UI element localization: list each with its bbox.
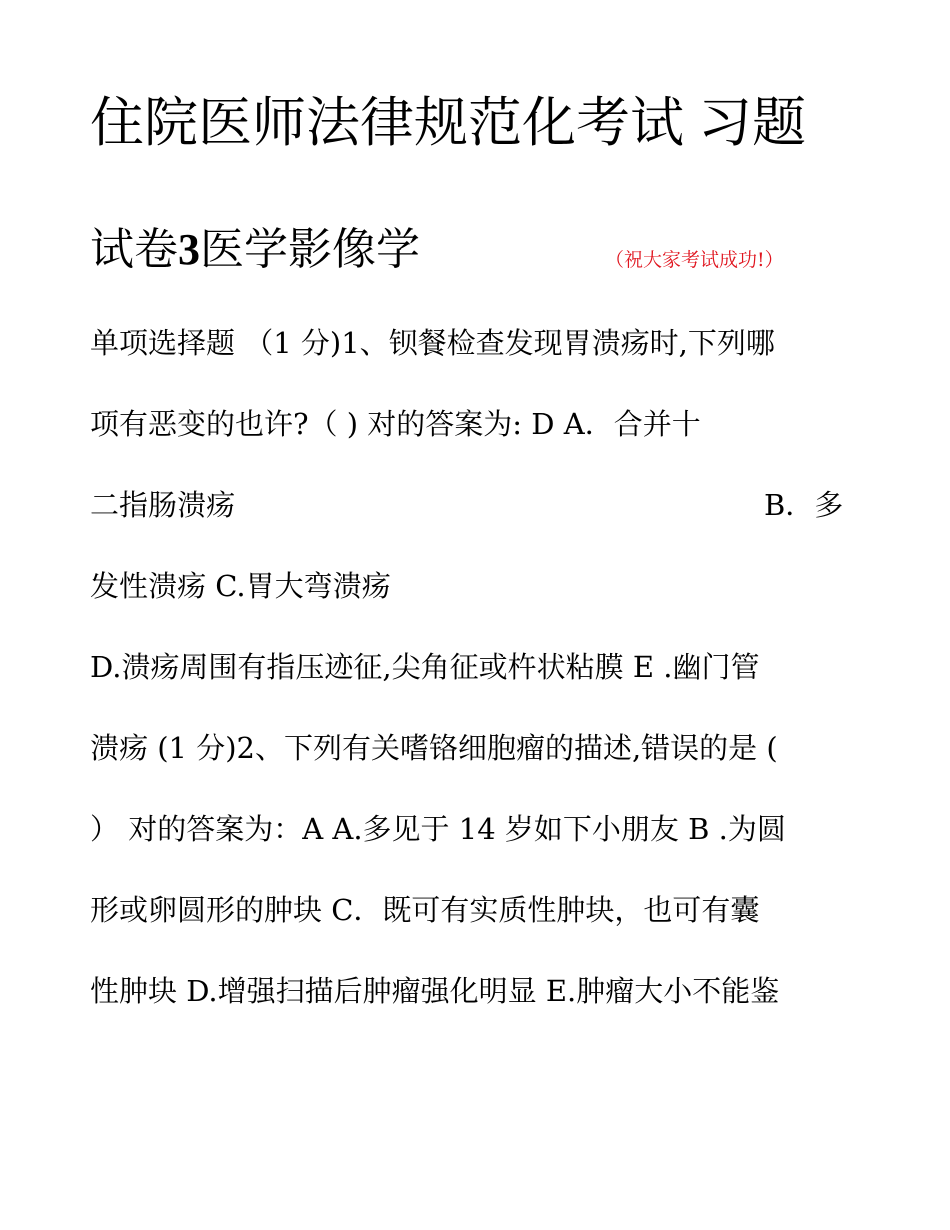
text-line: ） 对的答案为：A A.多见于 14 岁如下小朋友 B .为圆 [90, 812, 786, 846]
text-line-right: B．多 [764, 488, 844, 522]
text-line: 性肿块 D.增强扫描后肿瘤强化明显 E.肿瘤大小不能鉴 [90, 974, 780, 1008]
text-line: 发性溃疡 C.胃大弯溃疡 [90, 569, 391, 603]
text-line: 项有恶变的也许?（ ) 对的答案为: D A．合并十 [90, 407, 701, 441]
document-title [90, 88, 806, 158]
text-line: 形或卵圆形的肿块 C．既可有实质性肿块，也可有囊 [90, 893, 760, 927]
text-line-left: 二指肠溃疡 [90, 488, 236, 522]
text-line: D.溃疡周围有指压迹征,尖角征或杵状粘膜 E .幽门管 [90, 650, 760, 684]
text-line: 单项选择题 （1 分)1、钡餐检查发现胃溃疡时,下列哪 [90, 326, 775, 360]
text-line: 溃疡 (1 分)2、下列有关嗜铬细胞瘤的描述,错误的是 ( [90, 731, 778, 765]
title-main: 住院医师法律规范化考试 [90, 91, 684, 154]
title-suffix: 习题 [698, 91, 806, 154]
subtitle-prefix: 试卷 [90, 224, 178, 275]
wish-note: （祝大家考试成功!） [605, 249, 784, 271]
subtitle-subject: 医学影像学 [200, 224, 420, 275]
text-line-with-right [90, 485, 844, 525]
exam-subtitle [90, 218, 420, 282]
subtitle-number: 3 [178, 225, 200, 274]
